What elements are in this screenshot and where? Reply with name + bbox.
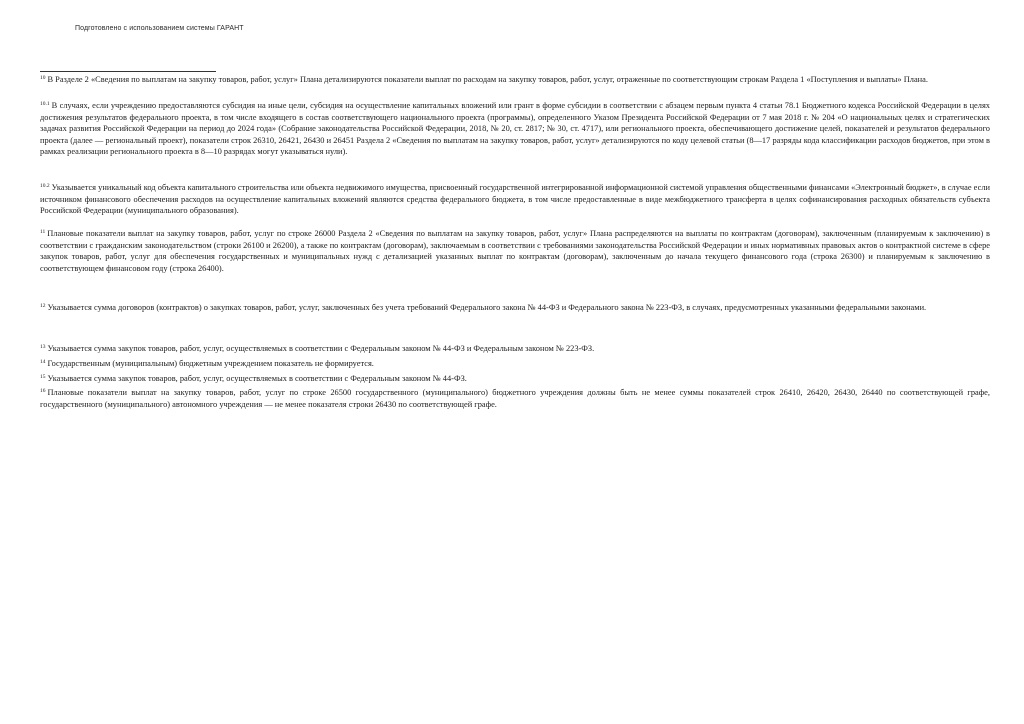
footnote-text: Указывается сумма закупок товаров, работ, услуг, осуществляемых в соответствии с Федеральным законом № 44-ФЗ. bbox=[47, 374, 467, 383]
footnote-text: Плановые показатели выплат на закупку товаров, работ, услуг по строке 26000 Раздела 2 «Сведения по выплатам на закупку товаров, работ, услуг» Плана распределяются на выплаты по контрактам (договорам), заключенным (планируемым к заключению) в соответствии с гражданским законодательством (строки 26100 и 26200), а также по контрактам (договорам), заключаемым в соответствии с требованиями законодательства Российской Федерации и иных нормативных правовых актов о контрактной системе в сфере закупок товаров, работ, услуг для обеспечения государственных и муниципальных нужд с детализацией указанных выплат по контрактам (договорам), заключенным до начала текущего финансового года (строка 26300) и планируемым к заключению в соответствующем финансовом году (строка 26400). bbox=[40, 229, 990, 273]
footnote-10-1 bbox=[40, 100, 990, 158]
footnote-16 bbox=[40, 387, 990, 410]
footnote-text: В случаях, если учреждению предоставляются субсидия на иные цели, субсидия на осуществление капитальных вложений или грант в форме субсидии в соответствии с абзацем первым пункта 4 статьи 78.1 Бюджетного кодекса Российской Федерации в целях достижения результатов федерального проекта, в том числе входящего в состав соответствующего национального проекта (программы), определенного Указом Президента Российской Федерации от 7 мая 2018 г. № 204 «О национальных целях и стратегических задачах развития Российской Федерации на период до 2024 года» (Собрание законодательства Российской Федерации, 2018, № 20, ст. 2817; № 30, ст. 4717), или регионального проекта, обеспечивающего достижение целей, показателей и результатов федерального проекта (далее — региональный проект), показатели строк 26310, 26421, 26430 и 26451 Раздела 2 «Сведения по выплатам на закупку товаров, работ, услуг» детализируются по коду целевой статьи (8—17 разряды кода классификации расходов бюджетов, при этом в рамках реализации регионального проекта в 8—10 разрядах могут указываться нули). bbox=[40, 101, 990, 156]
footnote-mark: 14 bbox=[40, 359, 46, 365]
footnote-mark: 11 bbox=[40, 229, 46, 235]
footnote-mark: 16 bbox=[40, 388, 46, 394]
footnote-14 bbox=[40, 358, 990, 370]
footnote-text: Государственным (муниципальным) бюджетным учреждением показатель не формируется. bbox=[47, 359, 374, 368]
footnote-11 bbox=[40, 228, 990, 274]
footnote-text: Плановые показатели выплат на закупку товаров, работ, услуг по строке 26500 государственного (муниципального) бюджетного учреждения должны быть не менее суммы показателей строк 26410, 26420, 26430, 26440 по соответствующей графе, государственного (муниципального) автономного учреждения — не менее показателя строки 26430 по соответствующей графе. bbox=[40, 388, 990, 409]
footnote-10-2 bbox=[40, 182, 990, 217]
footnote-mark: 10.1 bbox=[40, 101, 50, 107]
footnote-mark: 10 bbox=[40, 75, 46, 81]
footnote-mark: 10.2 bbox=[40, 183, 50, 189]
footnote-text: В Разделе 2 «Сведения по выплатам на закупку товаров, работ, услуг» Плана детализируются показатели выплат по расходам на закупку товаров, работ, услуг, отраженные по соответствующим строкам Раздела 1 «Поступления и выплаты» Плана. bbox=[47, 75, 928, 84]
footnote-text: Указывается сумма договоров (контрактов) о закупках товаров, работ, услуг, заключенных без учета требований Федерального закона № 44-ФЗ и Федерального закона № 223-ФЗ, в случаях, предусмотренных указанными федеральными законами. bbox=[47, 303, 927, 312]
page-header: Подготовлено с использованием системы ГАРАНТ bbox=[75, 25, 244, 32]
footnote-text: Указывается сумма закупок товаров, работ, услуг, осуществляемых в соответствии с Федеральным законом № 44-ФЗ и Федеральным законом № 223-ФЗ. bbox=[47, 344, 595, 353]
footnote-mark: 12 bbox=[40, 303, 46, 309]
footnote-text: Указывается уникальный код объекта капитального строительства или объекта недвижимого имущества, присвоенный государственной интегрированной информационной системой управления общественными финансами «Электронный бюджет», в случае если источником финансового обеспечения расходов на осуществление капитальных вложений являются средства федерального бюджета, в том числе предоставленные в виде межбюджетного трансферта в целях софинансирования расходных обязательств субъекта Российской Федерации (муниципального образования). bbox=[40, 183, 990, 215]
footnote-15 bbox=[40, 373, 990, 385]
footnote-10 bbox=[40, 74, 990, 86]
footnote-mark: 15 bbox=[40, 374, 46, 380]
footnote-mark: 13 bbox=[40, 344, 46, 350]
footnote-13 bbox=[40, 343, 990, 355]
footnote-separator bbox=[40, 71, 216, 72]
footnote-12 bbox=[40, 302, 990, 314]
